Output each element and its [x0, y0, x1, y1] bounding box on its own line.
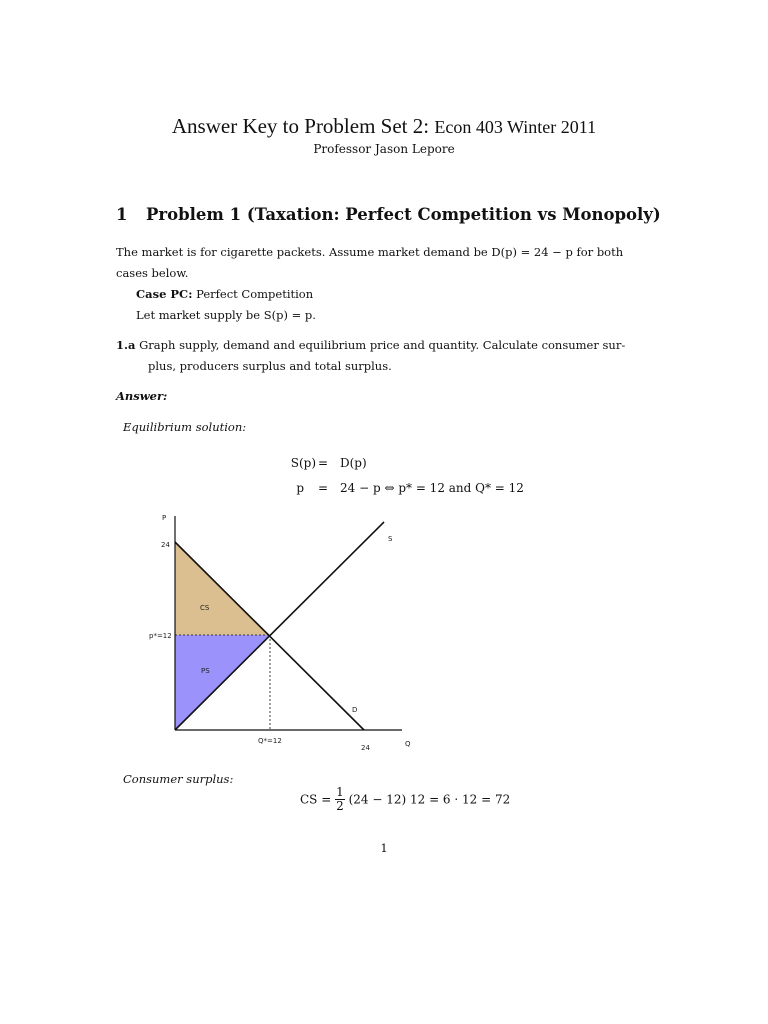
cs-fraction	[335, 786, 345, 813]
cs-label: CS	[200, 604, 210, 612]
case-label: Case PC:	[136, 287, 193, 301]
supply-line: Let market supply be S(p) = p.	[136, 308, 316, 322]
y-axis-label: P	[162, 514, 167, 522]
demand-label: D	[352, 706, 358, 714]
x-tick-equilibrium: Q*=12	[258, 737, 282, 745]
x-tick-24: 24	[361, 744, 370, 752]
eq2-lhs: p	[296, 481, 304, 495]
ps-label: PS	[201, 667, 210, 675]
question-line-1	[116, 338, 625, 352]
intro-line-1: The market is for cigarette packets. Assume market demand be D(p) = 24 − p for both	[116, 245, 624, 259]
consumer-surplus-label: Consumer surplus:	[123, 772, 234, 786]
y-tick-equilibrium: p*=12	[149, 632, 172, 640]
question-line-2: plus, producers surplus and total surplus.	[148, 359, 392, 373]
eq2-op: =	[318, 481, 329, 495]
case-text: Perfect Competition	[196, 287, 314, 301]
cs-lhs: CS =	[300, 792, 332, 807]
section-number: 1	[116, 205, 128, 224]
title-main: Answer Key to Problem Set 2:	[171, 114, 430, 138]
section-title: Problem 1 (Taxation: Perfect Competition vs Monopoly)	[146, 205, 661, 224]
question-label: 1.a	[116, 338, 136, 352]
title-subtitle: Econ 403 Winter 2011	[434, 117, 597, 137]
question-text-1: Graph supply, demand and equilibrium price and quantity. Calculate consumer sur-	[139, 338, 626, 352]
eq2-rhs: 24 − p ⇔ p* = 12 and Q* = 12	[340, 481, 524, 495]
cs-frac-den: 2	[336, 799, 344, 813]
intro-line-2: cases below.	[116, 266, 189, 280]
section-heading	[116, 205, 661, 224]
supply-demand-graph	[140, 508, 430, 758]
supply-label: S	[388, 535, 393, 543]
page-number: 1	[380, 841, 388, 855]
eq1-op: =	[318, 456, 329, 470]
cs-frac-num: 1	[336, 785, 344, 799]
y-tick-24: 24	[161, 541, 170, 549]
eq1-lhs: S(p)	[290, 456, 316, 470]
eq1-rhs: D(p)	[340, 456, 367, 470]
cs-rhs: (24 − 12) 12 = 6 · 12 = 72	[348, 792, 511, 807]
equilibrium-label: Equilibrium solution:	[123, 420, 247, 434]
document-title	[0, 114, 768, 139]
case-line	[136, 287, 313, 301]
author-line: Professor Jason Lepore	[313, 142, 455, 156]
cs-equation	[300, 786, 510, 813]
x-axis-label: Q	[405, 740, 411, 748]
answer-label: Answer:	[116, 389, 168, 403]
